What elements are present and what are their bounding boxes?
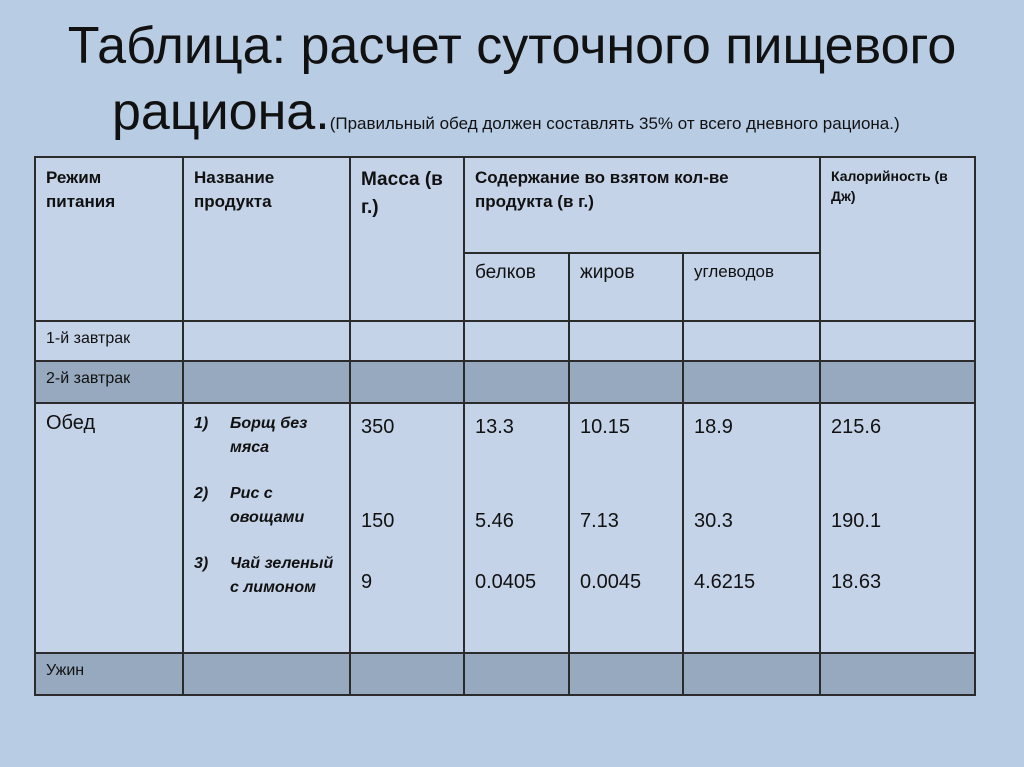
lunch-fats: 10.15 7.13 0.0045 <box>569 403 683 653</box>
table-row <box>35 361 975 403</box>
header-mass: Масса (в г.) <box>350 157 464 321</box>
title-note: (Правильный обед должен составлять 35% от всего дневного рациона.) <box>329 114 900 133</box>
row-label-breakfast1: 1-й завтрак <box>35 321 183 361</box>
row-label-lunch: Обед <box>35 403 183 653</box>
list-item: 1) Борщ без мяса <box>194 415 308 456</box>
header-proteins: белков <box>464 253 569 321</box>
row-label-breakfast2: 2-й завтрак <box>35 361 183 403</box>
lunch-proteins: 13.3 5.46 0.0405 <box>464 403 569 653</box>
row-label-dinner: Ужин <box>35 653 183 695</box>
lunch-foods <box>183 403 350 653</box>
header-content: Содержание во взятом кол-ве продукта (в г.) <box>464 157 820 253</box>
lunch-carbs: 18.9 30.3 4.6215 <box>683 403 820 653</box>
slide-title-line1: Таблица: расчет суточного пищевого <box>67 17 957 75</box>
slide-title-word: рациона. <box>112 83 330 141</box>
table-row <box>35 403 975 653</box>
list-item: 3) Чай зеленый с лимоном <box>194 555 334 596</box>
header-carbs: углеводов <box>683 253 820 321</box>
header-fats: жиров <box>569 253 683 321</box>
lunch-calories: 215.6 190.1 18.63 <box>820 403 975 653</box>
table-row <box>35 321 975 361</box>
header-product: Название продукта <box>183 157 350 321</box>
lunch-mass: 350 150 9 <box>350 403 464 653</box>
table-row <box>35 653 975 695</box>
list-item: 2) Рис с овощами <box>194 485 305 526</box>
ration-table <box>34 156 976 696</box>
header-mode: Режим питания <box>35 157 183 321</box>
slide-title-line2 <box>112 80 900 156</box>
header-calories: Калорийность (в Дж) <box>820 157 975 321</box>
